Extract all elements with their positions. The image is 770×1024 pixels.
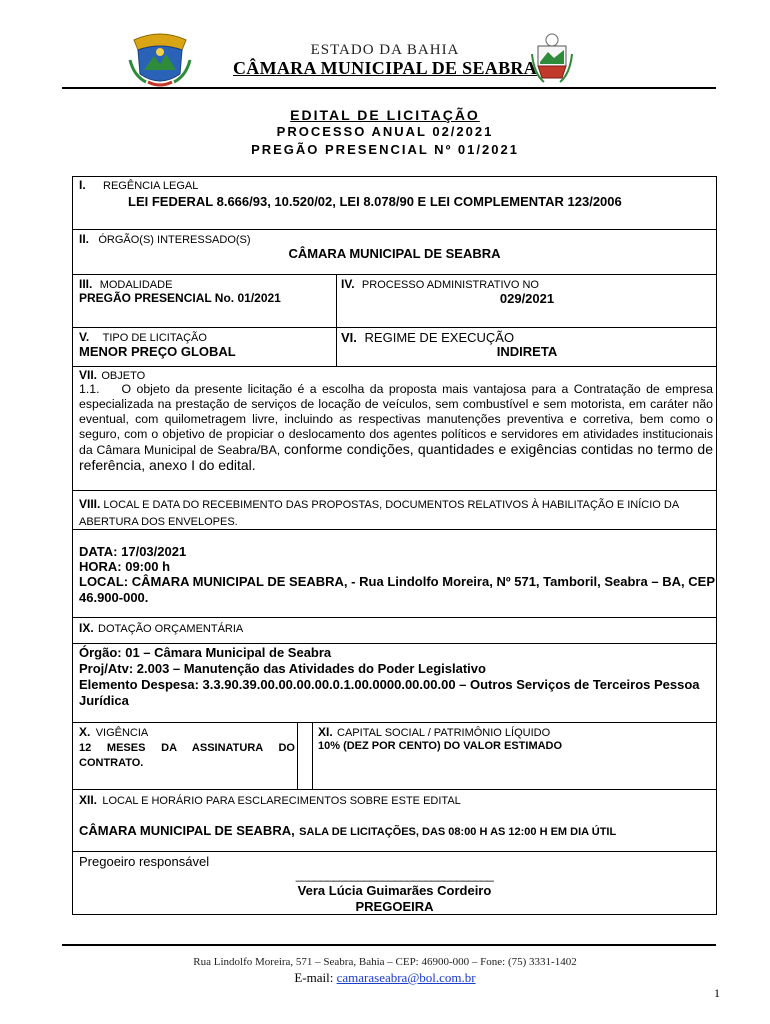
- section-proposal-receipt: [79, 496, 713, 531]
- clarification-chamber: CÂMARA MUNICIPAL DE SEABRA,: [79, 823, 295, 838]
- column-divider: [297, 722, 298, 789]
- page-number: 1: [714, 986, 720, 1000]
- section-clarification: [79, 793, 461, 807]
- section-modality: [79, 277, 172, 291]
- validity-value: 12 MESES DA ASSINATURA DO CONTRATO.: [79, 742, 295, 769]
- section-number: XI.: [318, 725, 333, 739]
- execution-regime-value: INDIRETA: [496, 344, 558, 359]
- receipt-time: HORA: 09:00 h: [79, 559, 171, 574]
- header-divider: [62, 87, 716, 89]
- chamber-crest-right: [530, 32, 574, 84]
- clarification-schedule: SALA DE LICITAÇÕES, DAS 08:00 H AS 12:00 H EM DIA ÚTIL: [299, 826, 617, 838]
- auction-number: PREGÃO PRESENCIAL Nº 01/2021: [251, 142, 519, 157]
- capital-value: 10% (DEZ POR CENTO) DO VALOR ESTIMADO: [318, 740, 563, 752]
- header-chamber-name: CÂMARA MUNICIPAL DE SEABRA: [233, 58, 537, 78]
- section-label: TIPO DE LICITAÇÃO: [102, 332, 207, 344]
- column-divider: [336, 274, 337, 366]
- signature-label: Pregoeiro responsável: [79, 854, 210, 869]
- budget-project: Proj/Atv: 2.003 – Manutenção das Atividades do Poder Legislativo: [79, 661, 486, 676]
- modality-value: PREGÃO PRESENCIAL No. 01/2021: [79, 291, 281, 305]
- section-label: LOCAL E DATA DO RECEBIMENTO DAS PROPOSTAS, DOCUMENTOS RELATIVOS À HABILITAÇÃO E INÍCIO DA ABERTURA DOS ENVELOPES.: [79, 499, 679, 528]
- section-number: VI.: [341, 330, 357, 345]
- section-number: IX.: [79, 621, 94, 635]
- section-admin-process: [341, 277, 539, 291]
- column-divider: [312, 722, 313, 789]
- row-divider: [72, 327, 717, 328]
- section-interested-body: [79, 232, 251, 246]
- section-label: REGÊNCIA LEGAL: [103, 180, 199, 192]
- budget-organ: Órgão: 01 – Câmara Municipal de Seabra: [79, 645, 332, 660]
- footer-divider: [62, 944, 716, 946]
- section-number: XII.: [79, 793, 98, 807]
- legal-basis-value: LEI FEDERAL 8.666/93, 10.520/02, LEI 8.078/90 E LEI COMPLEMENTAR 123/2006: [128, 194, 622, 209]
- section-number: X.: [79, 725, 91, 739]
- section-label: PROCESSO ADMINISTRATIVO NO: [361, 279, 539, 291]
- section-label: REGIME DE EXECUÇÃO: [364, 330, 515, 345]
- row-divider: [72, 851, 717, 852]
- section-number: I.: [79, 178, 86, 192]
- clarification-value: [79, 822, 616, 840]
- row-divider: [72, 722, 717, 723]
- admin-process-value: 029/2021: [499, 291, 555, 306]
- section-bid-type: [79, 330, 207, 344]
- row-divider: [72, 274, 717, 275]
- object-text: O objeto da presente licitação é a escolha da proposta mais vantajosa para a Contratação de empresa especializada na prestação de serviços de locação de veículos, sem combustível e sem motorista, em caráter não eventual, com quilometragem livre, incluindo as respectivas manutenções preventiva e corretiva, bem como o seguro, com o objetivo de propiciar o deslocamento dos agentes políticos e servidores em atividades institucionais da Câmara Municipal de Seabra/BA,: [79, 382, 713, 457]
- object-text-end: conforme condições, quantidades e exigências contidas no termo de referência, anexo I do edital.: [79, 441, 713, 473]
- section-label: ÓRGÃO(S) INTERESSADO(S): [98, 234, 251, 246]
- row-divider: [72, 643, 717, 644]
- signatory-role: PREGOEIRA: [355, 899, 434, 914]
- object-item-number: 1.1.: [79, 382, 100, 396]
- section-label: CAPITAL SOCIAL / PATRIMÔNIO LÍQUIDO: [337, 727, 551, 739]
- section-label: MODALIDADE: [99, 279, 173, 291]
- receipt-location: LOCAL: CÂMARA MUNICIPAL DE SEABRA, - Rua Lindolfo Moreira, Nº 571, Tamboril, Seabra – BA, CEP 46.900-000.: [79, 574, 715, 605]
- section-number: V.: [79, 330, 90, 344]
- section-label: LOCAL E HORÁRIO PARA ESCLARECIMENTOS SOBRE ESTE EDITAL: [102, 795, 461, 807]
- footer-address: Rua Lindolfo Moreira, 571 – Seabra, Bahia – CEP: 46900-000 – Fone: (75) 3331-1402: [193, 956, 577, 968]
- email-label: E-mail:: [294, 970, 334, 985]
- bid-type-value: MENOR PREÇO GLOBAL: [79, 344, 236, 359]
- section-capital: [318, 725, 550, 739]
- section-label: DOTAÇÃO ORÇAMENTÁRIA: [98, 623, 244, 635]
- receipt-date: DATA: 17/03/2021: [79, 544, 187, 559]
- section-number: IV.: [341, 277, 355, 291]
- row-divider: [72, 789, 717, 790]
- email-link[interactable]: camaraseabra@bol.com.br: [336, 970, 476, 985]
- section-budget: [79, 621, 243, 635]
- row-divider: [72, 366, 717, 367]
- budget-expense-element: Elemento Despesa: 3.3.90.39.00.00.00.00.0.1.00.0000.00.00.00 – Outros Serviços de Terceiros Pessoa Jurídica: [79, 677, 700, 708]
- section-label: VIGÊNCIA: [95, 727, 149, 739]
- section-number: VIII.: [79, 497, 101, 511]
- process-number: PROCESSO ANUAL 02/2021: [276, 124, 494, 139]
- row-divider: [72, 617, 717, 618]
- signature-line: ________________________________: [295, 868, 494, 882]
- section-validity: [79, 725, 148, 739]
- object-description: [79, 382, 713, 474]
- signatory-name: Vera Lúcia Guimarães Cordeiro: [297, 883, 492, 898]
- row-divider: [72, 229, 717, 230]
- interested-body-value: CÂMARA MUNICIPAL DE SEABRA: [288, 246, 501, 261]
- section-number: III.: [79, 277, 93, 291]
- section-label: OBJETO: [101, 370, 146, 382]
- section-object: [79, 368, 145, 382]
- section-execution-regime: [341, 330, 514, 345]
- header-state: ESTADO DA BAHIA: [310, 42, 460, 58]
- row-divider: [72, 490, 717, 491]
- section-number: II.: [79, 232, 90, 246]
- section-number: VII.: [79, 368, 98, 382]
- footer-email: [0, 970, 770, 986]
- document-title: EDITAL DE LICITAÇÃO: [290, 107, 480, 123]
- section-legal-basis: [79, 178, 198, 192]
